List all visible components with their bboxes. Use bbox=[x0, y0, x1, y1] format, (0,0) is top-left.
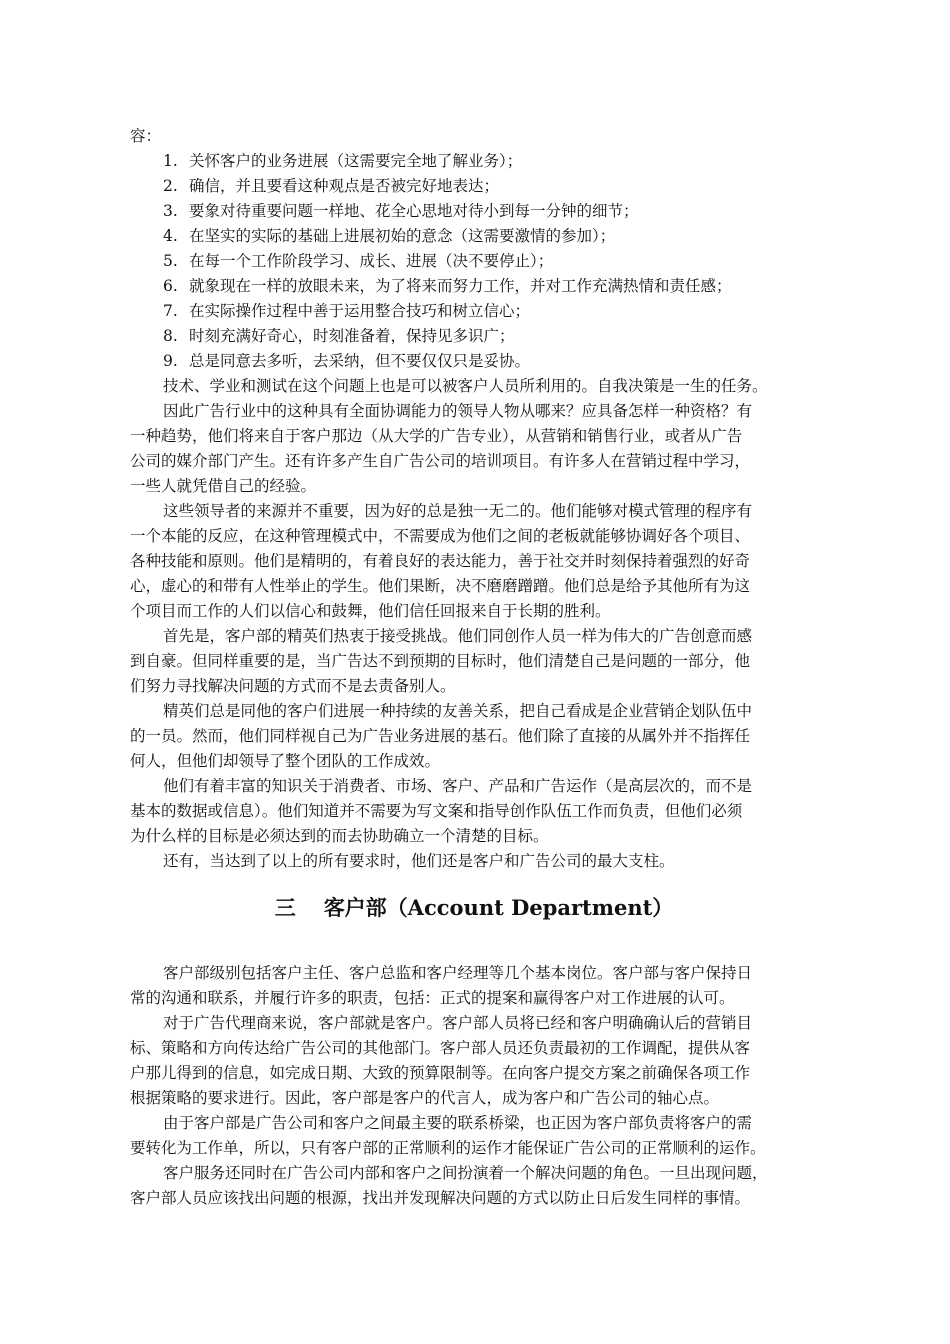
paragraph-line: 为什么样的目标是必须达到的而去协助确立一个清楚的目标。 bbox=[130, 827, 549, 845]
list-number: 6. bbox=[163, 277, 178, 295]
paragraph-line: 基本的数据或信息）。他们知道并不需要为写文案和指导创作队伍工作而负责，但他们必须 bbox=[130, 802, 743, 820]
paragraph-line: 到自豪。但同样重要的是，当广告达不到预期的目标时，他们清楚自己是问题的一部分，他 bbox=[130, 652, 751, 670]
list-item bbox=[130, 199, 818, 224]
paragraph-line: 由于客户部是广告公司和客户之间最主要的联系桥梁，也正因为客户部负责将客户的需 bbox=[163, 1114, 753, 1132]
paragraph-account-is-client bbox=[130, 1011, 818, 1111]
paragraph-line: 因此广告行业中的这种具有全面协调能力的领导人物从哪来？应具备怎样一种资格？有 bbox=[163, 402, 753, 420]
paragraph-line: 精英们总是同他的客户们进展一种持续的友善关系，把自己看成是企业营销企划队伍中 bbox=[163, 702, 753, 720]
section-heading bbox=[130, 893, 818, 923]
paragraph-leader-origin bbox=[130, 399, 818, 499]
paragraph-line: 客户部人员应该找出问题的根源，找出并发现解决问题的方式以防止日后发生同样的事情。 bbox=[130, 1189, 751, 1207]
paragraph-line: 各种技能和原则。他们是精明的，有着良好的表达能力，善于社交并时刻保持着强烈的好奇 bbox=[130, 552, 751, 570]
list-item bbox=[130, 249, 818, 274]
list-item bbox=[130, 224, 818, 249]
paragraph-line: 对于广告代理商来说，客户部就是客户。客户部人员将已经和客户明确确认后的营销目 bbox=[163, 1014, 753, 1032]
list-number: 3. bbox=[163, 202, 178, 220]
list-text: 在坚实的实际的基础上进展初始的意念（这需要激情的参加）； bbox=[189, 227, 616, 245]
list-number: 1. bbox=[163, 152, 178, 170]
list-text: 总是同意去多听，去采纳，但不要仅仅只是妥协。 bbox=[189, 352, 531, 370]
paragraph-line: 何人，但他们却领导了整个团队的工作成效。 bbox=[130, 752, 441, 770]
list-item bbox=[130, 274, 818, 299]
paragraph-line: 公司的媒介部门产生。还有许多产生自广告公司的培训项目。有许多人在营销过程中学习， bbox=[130, 452, 751, 470]
paragraph-line: 的一员。然而，他们同样视自己为广告业务进展的基石。他们除了直接的从属外并不指挥任 bbox=[130, 727, 751, 745]
paragraph-line: 还有，当达到了以上的所有要求时，他们还是客户和广告公司的最大支柱。 bbox=[163, 852, 675, 870]
paragraph-line: 技术、学业和测试在这个问题上也是可以被客户人员所利用的。自我决策是一生的任务。 bbox=[163, 377, 768, 395]
paragraph-line: 客户服务还同时在广告公司内部和客户之间扮演着一个解决问题的角色。一旦出现问题， bbox=[163, 1164, 768, 1182]
paragraph-line: 一个本能的反应，在这种管理模式中，不需要成为他们之间的老板就能够协调好各个项目、 bbox=[130, 527, 751, 545]
paragraph-line: 要转化为工作单，所以，只有客户部的正常顺利的运作才能保证广告公司的正常顺利的运作。 bbox=[130, 1139, 766, 1157]
paragraph-line: 他们有着丰富的知识关于消费者、市场、客户、产品和广告运作（是高层次的，而不是 bbox=[163, 777, 753, 795]
list-item bbox=[130, 299, 818, 324]
list-number: 5. bbox=[163, 252, 178, 270]
paragraph-line: 心，虚心的和带有人性举止的学生。他们果断，决不磨磨蹭蹭。他们总是给予其他所有为这 bbox=[130, 577, 751, 595]
paragraph-line: 们努力寻找解决问题的方式而不是去责备别人。 bbox=[130, 677, 456, 695]
list-text: 就象现在一样的放眼未来，为了将来而努力工作，并对工作充满热情和责任感； bbox=[189, 277, 732, 295]
section-title: 客户部（Account Department） bbox=[323, 895, 674, 920]
paragraph-line: 个项目而工作的人们以信心和鼓舞，他们信任回报来自于长期的胜利。 bbox=[130, 602, 611, 620]
list-text: 关怀客户的业务进展（这需要完全地了解业务）； bbox=[189, 152, 523, 170]
paragraph-self-decision bbox=[130, 374, 818, 399]
list-text: 要象对待重要问题一样地、花全心思地对待小到每一分钟的细节； bbox=[189, 202, 639, 220]
paragraph-problem-solving bbox=[130, 1161, 818, 1211]
list-number: 8. bbox=[163, 327, 178, 345]
paragraph-account-roles bbox=[130, 961, 818, 1011]
list-number: 4. bbox=[163, 227, 178, 245]
paragraph-pillar bbox=[130, 849, 818, 874]
intro-tail-line: 容： bbox=[130, 127, 162, 145]
section-number: 三 bbox=[274, 895, 296, 920]
list-text: 在每一个工作阶段学习、成长、进展（决不要停止）； bbox=[189, 252, 554, 270]
paragraph-line: 首先是，客户部的精英们热衷于接受挑战。他们同创作人员一样为伟大的广告创意而感 bbox=[163, 627, 753, 645]
list-item bbox=[130, 349, 818, 374]
paragraph-line: 这些领导者的来源并不重要，因为好的总是独一无二的。他们能够对模式管理的程序有 bbox=[163, 502, 753, 520]
paragraph-bridge bbox=[130, 1111, 818, 1161]
paragraph-line: 一些人就凭借自己的经验。 bbox=[130, 477, 317, 495]
list-item bbox=[130, 324, 818, 349]
paragraph-challenge bbox=[130, 624, 818, 699]
paragraph-line: 常的沟通和联系，并履行许多的职责，包括：正式的提案和赢得客户对工作进展的认可。 bbox=[130, 989, 735, 1007]
paragraph-line: 一种趋势，他们将来自于客户那边（从大学的广告专业），从营销和销售行业，或者从广告 bbox=[130, 427, 743, 445]
paragraph-leader-qualities bbox=[130, 499, 818, 624]
list-number: 9. bbox=[163, 352, 178, 370]
paragraph-knowledge bbox=[130, 774, 818, 849]
paragraph-line: 客户部级别包括客户主任、客户总监和客户经理等几个基本岗位。客户部与客户保持日 bbox=[163, 964, 753, 982]
list-number: 2. bbox=[163, 177, 178, 195]
paragraph-relationship bbox=[130, 699, 818, 774]
list-number: 7. bbox=[163, 302, 178, 320]
paragraph-line: 根据策略的要求进行。因此，客户部是客户的代言人，成为客户和广告公司的轴心点。 bbox=[130, 1089, 720, 1107]
list-item bbox=[130, 174, 818, 199]
list-item bbox=[130, 149, 818, 174]
document-page bbox=[130, 124, 818, 1211]
paragraph-line: 户那儿得到的信息，如完成日期、大致的预算限制等。在向客户提交方案之前确保各项工作 bbox=[130, 1064, 751, 1082]
list-text: 确信，并且要看这种观点是否被完好地表达； bbox=[189, 177, 500, 195]
list-text: 时刻充满好奇心，时刻准备着，保持见多识广； bbox=[189, 327, 515, 345]
numbered-list bbox=[130, 149, 818, 374]
list-text: 在实际操作过程中善于运用整合技巧和树立信心； bbox=[189, 302, 531, 320]
paragraph-line: 标、策略和方向传达给广告公司的其他部门。客户部人员还负责最初的工作调配，提供从客 bbox=[130, 1039, 751, 1057]
